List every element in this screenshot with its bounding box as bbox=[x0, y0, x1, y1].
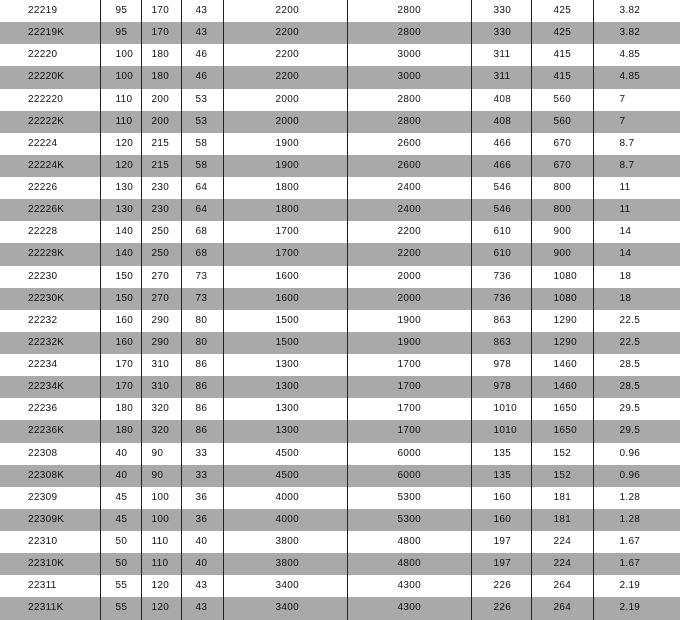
table-cell: 1460 bbox=[531, 354, 593, 376]
table-cell: 466 bbox=[471, 155, 531, 177]
table-row bbox=[0, 199, 680, 221]
table-cell: 0.96 bbox=[593, 465, 680, 487]
table-cell: 4800 bbox=[347, 553, 471, 575]
bearing-code-cell: 22224K bbox=[0, 155, 100, 177]
table-cell: 14 bbox=[619, 226, 632, 238]
table-cell: 3.82 bbox=[619, 5, 641, 17]
table-cell: 11 bbox=[619, 182, 631, 194]
table-cell: 3400 bbox=[223, 597, 347, 619]
table-cell: 14 bbox=[593, 243, 680, 265]
table-cell: 1600 bbox=[223, 266, 347, 288]
bearing-code-cell: 22236K bbox=[0, 420, 100, 442]
table-cell: 1900 bbox=[223, 133, 347, 155]
table-cell: 736 bbox=[471, 288, 531, 310]
table-row bbox=[0, 465, 680, 487]
table-row bbox=[0, 575, 680, 597]
table-cell: 200 bbox=[141, 111, 181, 133]
table-cell: 224 bbox=[531, 531, 593, 553]
table-cell: 2200 bbox=[223, 22, 347, 44]
table-cell: 4000 bbox=[223, 487, 347, 509]
table-cell: 270 bbox=[141, 288, 181, 310]
table-cell: 53 bbox=[181, 111, 223, 133]
table-cell: 2000 bbox=[223, 89, 347, 111]
table-cell: 311 bbox=[471, 66, 531, 88]
table-row bbox=[0, 44, 680, 66]
table-cell: 230 bbox=[141, 177, 181, 199]
table-cell: 560 bbox=[531, 89, 593, 111]
table-cell: 800 bbox=[531, 199, 593, 221]
bearing-code-cell: 22236 bbox=[0, 398, 100, 420]
table-cell: 2400 bbox=[347, 199, 471, 221]
bearing-code-cell: 222220 bbox=[0, 89, 100, 111]
bearing-code-cell: 22220K bbox=[0, 66, 100, 88]
table-cell: 546 bbox=[471, 177, 531, 199]
table-row bbox=[0, 332, 680, 354]
table-cell: 170 bbox=[141, 22, 181, 44]
table-cell: 408 bbox=[471, 89, 531, 111]
table-cell: 0.96 bbox=[619, 447, 641, 459]
table-cell: 415 bbox=[531, 44, 593, 66]
table-cell: 4000 bbox=[223, 509, 347, 531]
table-row bbox=[0, 155, 680, 177]
table-cell: 64 bbox=[181, 177, 223, 199]
table-row bbox=[0, 177, 680, 199]
table-cell: 1900 bbox=[223, 155, 347, 177]
table-cell: 150 bbox=[100, 288, 141, 310]
table-cell: 90 bbox=[141, 465, 181, 487]
table-cell: 130 bbox=[100, 177, 141, 199]
table-row bbox=[0, 111, 680, 133]
table-cell: 250 bbox=[141, 243, 181, 265]
table-cell: 68 bbox=[181, 221, 223, 243]
table-cell: 1700 bbox=[223, 221, 347, 243]
table-cell: 80 bbox=[181, 310, 223, 332]
table-cell: 736 bbox=[471, 266, 531, 288]
table-cell: 863 bbox=[471, 332, 531, 354]
table-cell: 40 bbox=[181, 531, 223, 553]
table-row bbox=[0, 354, 680, 376]
table-row bbox=[0, 266, 680, 288]
table-cell: 1010 bbox=[471, 398, 531, 420]
table-cell: 4.85 bbox=[593, 66, 680, 88]
bearing-code-cell: 22308 bbox=[0, 443, 100, 465]
bearing-code-cell: 22219 bbox=[0, 0, 100, 22]
table-cell: 80 bbox=[181, 332, 223, 354]
table-cell: 86 bbox=[181, 354, 223, 376]
bearing-code-cell: 22224 bbox=[0, 133, 100, 155]
table-cell: 110 bbox=[100, 89, 141, 111]
table-cell: 270 bbox=[141, 266, 181, 288]
bearing-code-cell: 22226 bbox=[0, 177, 100, 199]
bearing-code-cell: 22228K bbox=[0, 243, 100, 265]
table-cell: 1800 bbox=[223, 177, 347, 199]
table-cell: 670 bbox=[531, 155, 593, 177]
table-cell: 224 bbox=[531, 553, 593, 575]
table-cell: 22.5 bbox=[619, 314, 641, 326]
table-cell: 408 bbox=[471, 111, 531, 133]
table-cell: 18 bbox=[619, 270, 632, 282]
bearing-code-cell: 22311 bbox=[0, 575, 100, 597]
table-cell: 120 bbox=[100, 133, 141, 155]
table-cell: 978 bbox=[471, 376, 531, 398]
table-cell: 1650 bbox=[531, 398, 593, 420]
table-cell: 120 bbox=[141, 575, 181, 597]
table-cell: 90 bbox=[141, 443, 181, 465]
bearing-code-cell: 22232 bbox=[0, 310, 100, 332]
table-row bbox=[0, 398, 680, 420]
table-cell: 1500 bbox=[223, 332, 347, 354]
table-cell: 1700 bbox=[347, 420, 471, 442]
table-cell: 181 bbox=[531, 487, 593, 509]
table-cell: 1700 bbox=[347, 354, 471, 376]
table-cell: 100 bbox=[100, 66, 141, 88]
table-cell: 610 bbox=[471, 243, 531, 265]
table-cell: 40 bbox=[181, 553, 223, 575]
table-cell: 43 bbox=[181, 22, 223, 44]
table-cell: 1600 bbox=[223, 288, 347, 310]
table-cell: 1900 bbox=[347, 310, 471, 332]
table-cell: 53 bbox=[181, 89, 223, 111]
table-cell: 250 bbox=[141, 221, 181, 243]
table-cell: 2200 bbox=[223, 0, 347, 22]
table-cell: 1080 bbox=[531, 288, 593, 310]
table-cell: 150 bbox=[100, 266, 141, 288]
table-cell: 425 bbox=[531, 22, 593, 44]
table-cell: 900 bbox=[531, 221, 593, 243]
table-cell: 226 bbox=[471, 575, 531, 597]
table-cell: 33 bbox=[181, 443, 223, 465]
table-cell: 2200 bbox=[347, 243, 471, 265]
bearing-code-cell: 22234K bbox=[0, 376, 100, 398]
table-cell: 64 bbox=[181, 199, 223, 221]
table-cell: 4.85 bbox=[619, 49, 641, 61]
table-cell: 3400 bbox=[223, 575, 347, 597]
table-cell: 215 bbox=[141, 155, 181, 177]
table-row bbox=[0, 443, 680, 465]
table-cell: 2800 bbox=[347, 0, 471, 22]
bearing-code-cell: 22309 bbox=[0, 487, 100, 509]
table-cell: 2800 bbox=[347, 89, 471, 111]
table-cell: 1290 bbox=[531, 310, 593, 332]
bearing-code-cell: 22308K bbox=[0, 465, 100, 487]
table-cell: 4300 bbox=[347, 575, 471, 597]
bearing-code-cell: 22232K bbox=[0, 332, 100, 354]
table-row bbox=[0, 597, 680, 619]
table-cell: 197 bbox=[471, 531, 531, 553]
table-cell: 2000 bbox=[223, 111, 347, 133]
table-cell: 46 bbox=[181, 44, 223, 66]
table-cell: 73 bbox=[181, 266, 223, 288]
table-cell: 55 bbox=[100, 575, 141, 597]
table-cell: 95 bbox=[100, 22, 141, 44]
table-cell: 1900 bbox=[347, 332, 471, 354]
table-row bbox=[0, 0, 680, 22]
table-cell: 1290 bbox=[531, 332, 593, 354]
table-row bbox=[0, 310, 680, 332]
table-cell: 1700 bbox=[347, 376, 471, 398]
table-cell: 200 bbox=[141, 89, 181, 111]
table-cell: 55 bbox=[100, 597, 141, 619]
bearing-code-cell: 22226K bbox=[0, 199, 100, 221]
table-cell: 5300 bbox=[347, 509, 471, 531]
table-cell: 610 bbox=[471, 221, 531, 243]
table-cell: 86 bbox=[181, 398, 223, 420]
bearing-code-cell: 22311K bbox=[0, 597, 100, 619]
table-cell: 160 bbox=[471, 487, 531, 509]
table-cell: 160 bbox=[100, 310, 141, 332]
table-cell: 29.5 bbox=[619, 403, 641, 415]
table-cell: 466 bbox=[471, 133, 531, 155]
table-cell: 1500 bbox=[223, 310, 347, 332]
table-cell: 36 bbox=[181, 509, 223, 531]
table-cell: 170 bbox=[141, 0, 181, 22]
table-cell: 170 bbox=[100, 354, 141, 376]
table-row bbox=[0, 531, 680, 553]
table-cell: 2600 bbox=[347, 155, 471, 177]
bearing-code-cell: 22310K bbox=[0, 553, 100, 575]
table-cell: 7 bbox=[619, 93, 626, 105]
table-cell: 43 bbox=[181, 597, 223, 619]
table-cell: 2.19 bbox=[593, 597, 680, 619]
table-cell: 45 bbox=[100, 509, 141, 531]
table-cell: 900 bbox=[531, 243, 593, 265]
table-cell: 7 bbox=[593, 111, 680, 133]
table-cell: 3000 bbox=[347, 44, 471, 66]
bearing-code-cell: 22309K bbox=[0, 509, 100, 531]
table-cell: 1300 bbox=[223, 420, 347, 442]
bearing-code-cell: 22222K bbox=[0, 111, 100, 133]
table-cell: 86 bbox=[181, 376, 223, 398]
table-cell: 50 bbox=[100, 553, 141, 575]
table-cell: 180 bbox=[141, 66, 181, 88]
bearing-code-cell: 22228 bbox=[0, 221, 100, 243]
table-cell: 310 bbox=[141, 376, 181, 398]
table-cell: 264 bbox=[531, 575, 593, 597]
table-cell: 2.19 bbox=[619, 580, 641, 592]
table-cell: 2200 bbox=[347, 221, 471, 243]
table-cell: 160 bbox=[471, 509, 531, 531]
table-cell: 95 bbox=[100, 0, 141, 22]
table-cell: 330 bbox=[471, 0, 531, 22]
table-cell: 6000 bbox=[347, 465, 471, 487]
table-cell: 1300 bbox=[223, 376, 347, 398]
table-cell: 1800 bbox=[223, 199, 347, 221]
table-cell: 1.28 bbox=[619, 491, 641, 503]
table-cell: 310 bbox=[141, 354, 181, 376]
table-cell: 800 bbox=[531, 177, 593, 199]
table-cell: 45 bbox=[100, 487, 141, 509]
table-cell: 100 bbox=[141, 487, 181, 509]
bearing-code-cell: 22310 bbox=[0, 531, 100, 553]
table-cell: 58 bbox=[181, 155, 223, 177]
table-cell: 425 bbox=[531, 0, 593, 22]
table-row bbox=[0, 509, 680, 531]
table-row bbox=[0, 487, 680, 509]
table-cell: 2400 bbox=[347, 177, 471, 199]
table-cell: 135 bbox=[471, 443, 531, 465]
table-cell: 181 bbox=[531, 509, 593, 531]
bearing-code-cell: 22234 bbox=[0, 354, 100, 376]
table-row bbox=[0, 221, 680, 243]
table-cell: 311 bbox=[471, 44, 531, 66]
table-cell: 560 bbox=[531, 111, 593, 133]
table-cell: 1460 bbox=[531, 376, 593, 398]
table-row bbox=[0, 376, 680, 398]
table-cell: 8.7 bbox=[619, 137, 635, 149]
table-cell: 3800 bbox=[223, 553, 347, 575]
table-row bbox=[0, 133, 680, 155]
table-cell: 670 bbox=[531, 133, 593, 155]
table-cell: 8.7 bbox=[593, 155, 680, 177]
table-cell: 152 bbox=[531, 443, 593, 465]
table-cell: 120 bbox=[141, 597, 181, 619]
table-cell: 226 bbox=[471, 597, 531, 619]
table-cell: 33 bbox=[181, 465, 223, 487]
table-cell: 4500 bbox=[223, 443, 347, 465]
table-cell: 6000 bbox=[347, 443, 471, 465]
table-cell: 1650 bbox=[531, 420, 593, 442]
table-cell: 2600 bbox=[347, 133, 471, 155]
bearing-code-cell: 22220 bbox=[0, 44, 100, 66]
table-cell: 2800 bbox=[347, 22, 471, 44]
table-cell: 230 bbox=[141, 199, 181, 221]
table-cell: 5300 bbox=[347, 487, 471, 509]
table-cell: 46 bbox=[181, 66, 223, 88]
table-cell: 180 bbox=[141, 44, 181, 66]
table-cell: 3800 bbox=[223, 531, 347, 553]
table-cell: 290 bbox=[141, 310, 181, 332]
table-cell: 110 bbox=[141, 531, 181, 553]
table-cell: 36 bbox=[181, 487, 223, 509]
table-cell: 546 bbox=[471, 199, 531, 221]
table-row bbox=[0, 89, 680, 111]
table-cell: 140 bbox=[100, 221, 141, 243]
table-cell: 1.67 bbox=[593, 553, 680, 575]
table-cell: 86 bbox=[181, 420, 223, 442]
table-cell: 58 bbox=[181, 133, 223, 155]
table-cell: 1300 bbox=[223, 354, 347, 376]
table-cell: 152 bbox=[531, 465, 593, 487]
table-cell: 68 bbox=[181, 243, 223, 265]
table-cell: 110 bbox=[100, 111, 141, 133]
bearing-code-cell: 22219K bbox=[0, 22, 100, 44]
table-cell: 415 bbox=[531, 66, 593, 88]
table-cell: 2200 bbox=[223, 44, 347, 66]
table-cell: 180 bbox=[100, 420, 141, 442]
table-cell: 2000 bbox=[347, 266, 471, 288]
table-cell: 40 bbox=[100, 465, 141, 487]
table-cell: 863 bbox=[471, 310, 531, 332]
table-cell: 130 bbox=[100, 199, 141, 221]
table-cell: 120 bbox=[100, 155, 141, 177]
table-cell: 330 bbox=[471, 22, 531, 44]
table-cell: 290 bbox=[141, 332, 181, 354]
table-cell: 100 bbox=[100, 44, 141, 66]
table-cell: 18 bbox=[593, 288, 680, 310]
table-cell: 3.82 bbox=[593, 22, 680, 44]
table-cell: 135 bbox=[471, 465, 531, 487]
table-cell: 43 bbox=[181, 0, 223, 22]
table-cell: 100 bbox=[141, 509, 181, 531]
table-cell: 140 bbox=[100, 243, 141, 265]
table-cell: 197 bbox=[471, 553, 531, 575]
table-cell: 320 bbox=[141, 420, 181, 442]
table-cell: 978 bbox=[471, 354, 531, 376]
table-cell: 160 bbox=[100, 332, 141, 354]
table-cell: 11 bbox=[593, 199, 680, 221]
table-cell: 40 bbox=[100, 443, 141, 465]
table-cell: 3000 bbox=[347, 66, 471, 88]
table-cell: 1300 bbox=[223, 398, 347, 420]
table-cell: 2200 bbox=[223, 66, 347, 88]
table-cell: 73 bbox=[181, 288, 223, 310]
table-cell: 170 bbox=[100, 376, 141, 398]
table-cell: 215 bbox=[141, 133, 181, 155]
table-cell: 1010 bbox=[471, 420, 531, 442]
table-cell: 28.5 bbox=[593, 376, 680, 398]
table-cell: 4800 bbox=[347, 531, 471, 553]
table-row bbox=[0, 22, 680, 44]
table-cell: 1080 bbox=[531, 266, 593, 288]
bearing-code-cell: 22230K bbox=[0, 288, 100, 310]
table-cell: 28.5 bbox=[619, 359, 641, 371]
table-cell: 1700 bbox=[347, 398, 471, 420]
table-cell: 1.67 bbox=[619, 536, 641, 548]
table-cell: 180 bbox=[100, 398, 141, 420]
bearing-code-cell: 22230 bbox=[0, 266, 100, 288]
table-cell: 4500 bbox=[223, 465, 347, 487]
table-row bbox=[0, 243, 680, 265]
table-cell: 110 bbox=[141, 553, 181, 575]
table-cell: 1.28 bbox=[593, 509, 680, 531]
table-cell: 2800 bbox=[347, 111, 471, 133]
table-cell: 50 bbox=[100, 531, 141, 553]
table-cell: 264 bbox=[531, 597, 593, 619]
table-row bbox=[0, 553, 680, 575]
table-row bbox=[0, 288, 680, 310]
table-cell: 320 bbox=[141, 398, 181, 420]
table-cell: 4300 bbox=[347, 597, 471, 619]
table-cell: 1700 bbox=[223, 243, 347, 265]
table-cell: 29.5 bbox=[593, 420, 680, 442]
table-row bbox=[0, 66, 680, 88]
table-cell: 2000 bbox=[347, 288, 471, 310]
table-cell: 22.5 bbox=[593, 332, 680, 354]
table-cell: 43 bbox=[181, 575, 223, 597]
table-row bbox=[0, 420, 680, 442]
